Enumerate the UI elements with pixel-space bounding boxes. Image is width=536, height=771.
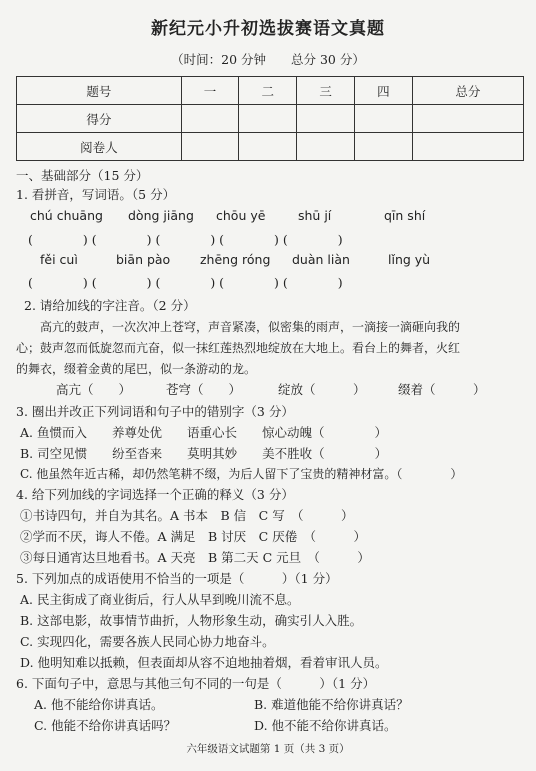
header-cell: 三	[297, 77, 355, 105]
pinyin-item: fěi cuì	[40, 252, 78, 267]
score-row	[17, 105, 524, 133]
option-a: A. 民主街成了商业街后，行人从早到晚川流不息。	[20, 592, 300, 607]
grader-cell	[412, 133, 523, 161]
option-d: D. 他不能不给你讲真话。	[254, 718, 397, 733]
answer-brackets: ( ) ( ) ( ) ( ) ( )	[28, 232, 343, 247]
score-cell	[354, 105, 412, 133]
passage-line: 高亢的鼓声，一次次冲上苍穹，声音紧凑，似密集的雨声，一滴接一滴砸向我的	[40, 320, 461, 334]
row-label: 得分	[17, 105, 182, 133]
pinyin-item: dòng jiāng	[128, 208, 194, 223]
passage-line: 心；鼓声忽而低旋忽而亢奋，似一抹红莲热烈地绽放在大地上。看台上的舞者，火红	[16, 341, 461, 355]
phonetic-item: 绽放（ ）	[278, 382, 366, 397]
pinyin-item: chú chuāng	[30, 208, 103, 223]
header-cell: 总分	[412, 77, 523, 105]
option-a: A. 鱼惯而入 养尊处优 语重心长 惊心动魄（ ）	[20, 425, 387, 440]
header-cell: 四	[354, 77, 412, 105]
pinyin-item: lǐng yù	[388, 252, 431, 267]
option-2: ②学而不厌，诲人不倦。A 满足 B 讨厌 C 厌倦 （ ）	[20, 529, 366, 544]
row-label: 阅卷人	[17, 133, 182, 161]
option-c: C. 实现四化，需要各族人民同心协力地奋斗。	[20, 634, 275, 649]
question-5-title: 5. 下列加点的成语使用不恰当的一项是（ ）（1 分）	[16, 571, 338, 586]
header-cell: 二	[239, 77, 297, 105]
question-1-title: 1. 看拼音，写词语。（5 分）	[16, 187, 176, 202]
question-2-title: 2. 请给加线的字注音。（2 分）	[24, 298, 196, 313]
header-cell: 题号	[17, 77, 182, 105]
pinyin-item: shū jí	[298, 208, 332, 223]
pinyin-item: duàn liàn	[292, 252, 350, 267]
grader-cell	[181, 133, 239, 161]
option-1: ①书诗四句，并自为其名。A 书本 B 信 C 写 （ ）	[20, 508, 354, 523]
option-c: C. 他能不给你讲真话吗？	[34, 718, 177, 733]
page-title: 新纪元小升初选拔赛语文真题	[151, 19, 385, 39]
phonetic-item: 高亢（ ）	[56, 382, 132, 397]
pinyin-item: biān pào	[116, 252, 171, 267]
option-3: ③每日通宵达旦地看书。A 天亮 B 第二天 C 元旦 （ ）	[20, 550, 370, 565]
score-cell	[297, 105, 355, 133]
score-cell	[239, 105, 297, 133]
question-4-title: 4. 给下列加线的字词选择一个正确的释义（3 分）	[16, 487, 294, 502]
option-b: B. 这部电影，故事情节曲折，人物形象生动，确实引人入胜。	[20, 613, 363, 628]
grader-cell	[354, 133, 412, 161]
grader-row	[17, 133, 524, 161]
exam-subtitle: （时间：20 分钟 总分 30 分）	[171, 52, 365, 67]
pinyin-item: qīn shí	[384, 208, 426, 223]
question-6-title: 6. 下面句子中，意思与其他三句不同的一句是（ ）（1 分）	[16, 676, 376, 691]
passage-line: 的舞衣，缀着金黄的尾巴，似一条游动的龙。	[16, 362, 257, 376]
answer-brackets: ( ) ( ) ( ) ( ) ( )	[28, 275, 343, 290]
pinyin-item: zhēng róng	[200, 252, 271, 267]
phonetic-item: 缀着（ ）	[398, 382, 486, 397]
page-footer: 六年级语文试题第 1 页（共 3 页）	[186, 743, 350, 755]
section-heading: 一、基础部分（15 分）	[16, 168, 149, 183]
phonetic-item: 苍穹（ ）	[166, 382, 242, 397]
score-cell	[181, 105, 239, 133]
question-3-title: 3. 圈出并改正下列词语和句子中的错别字（3 分）	[16, 404, 294, 419]
score-table	[16, 76, 524, 161]
score-cell	[412, 105, 523, 133]
option-c: C. 他虽然年近古稀，却仍然笔耕不缀，为后人留下了宝贵的精神材富。（ ）	[20, 467, 463, 481]
option-d: D. 他明知难以抵赖，但表面却从容不迫地抽着烟，看着审讯人员。	[20, 655, 388, 670]
pinyin-item: chōu yē	[216, 208, 266, 223]
option-b: B. 难道他能不给你讲真话？	[254, 697, 409, 712]
grader-cell	[297, 133, 355, 161]
score-table-header-row	[17, 77, 524, 105]
header-cell: 一	[181, 77, 239, 105]
option-b: B. 司空见惯 纷至沓来 莫明其妙 美不胜收（ ）	[20, 446, 388, 461]
option-a: A. 他不能给你讲真话。	[34, 697, 164, 712]
grader-cell	[239, 133, 297, 161]
